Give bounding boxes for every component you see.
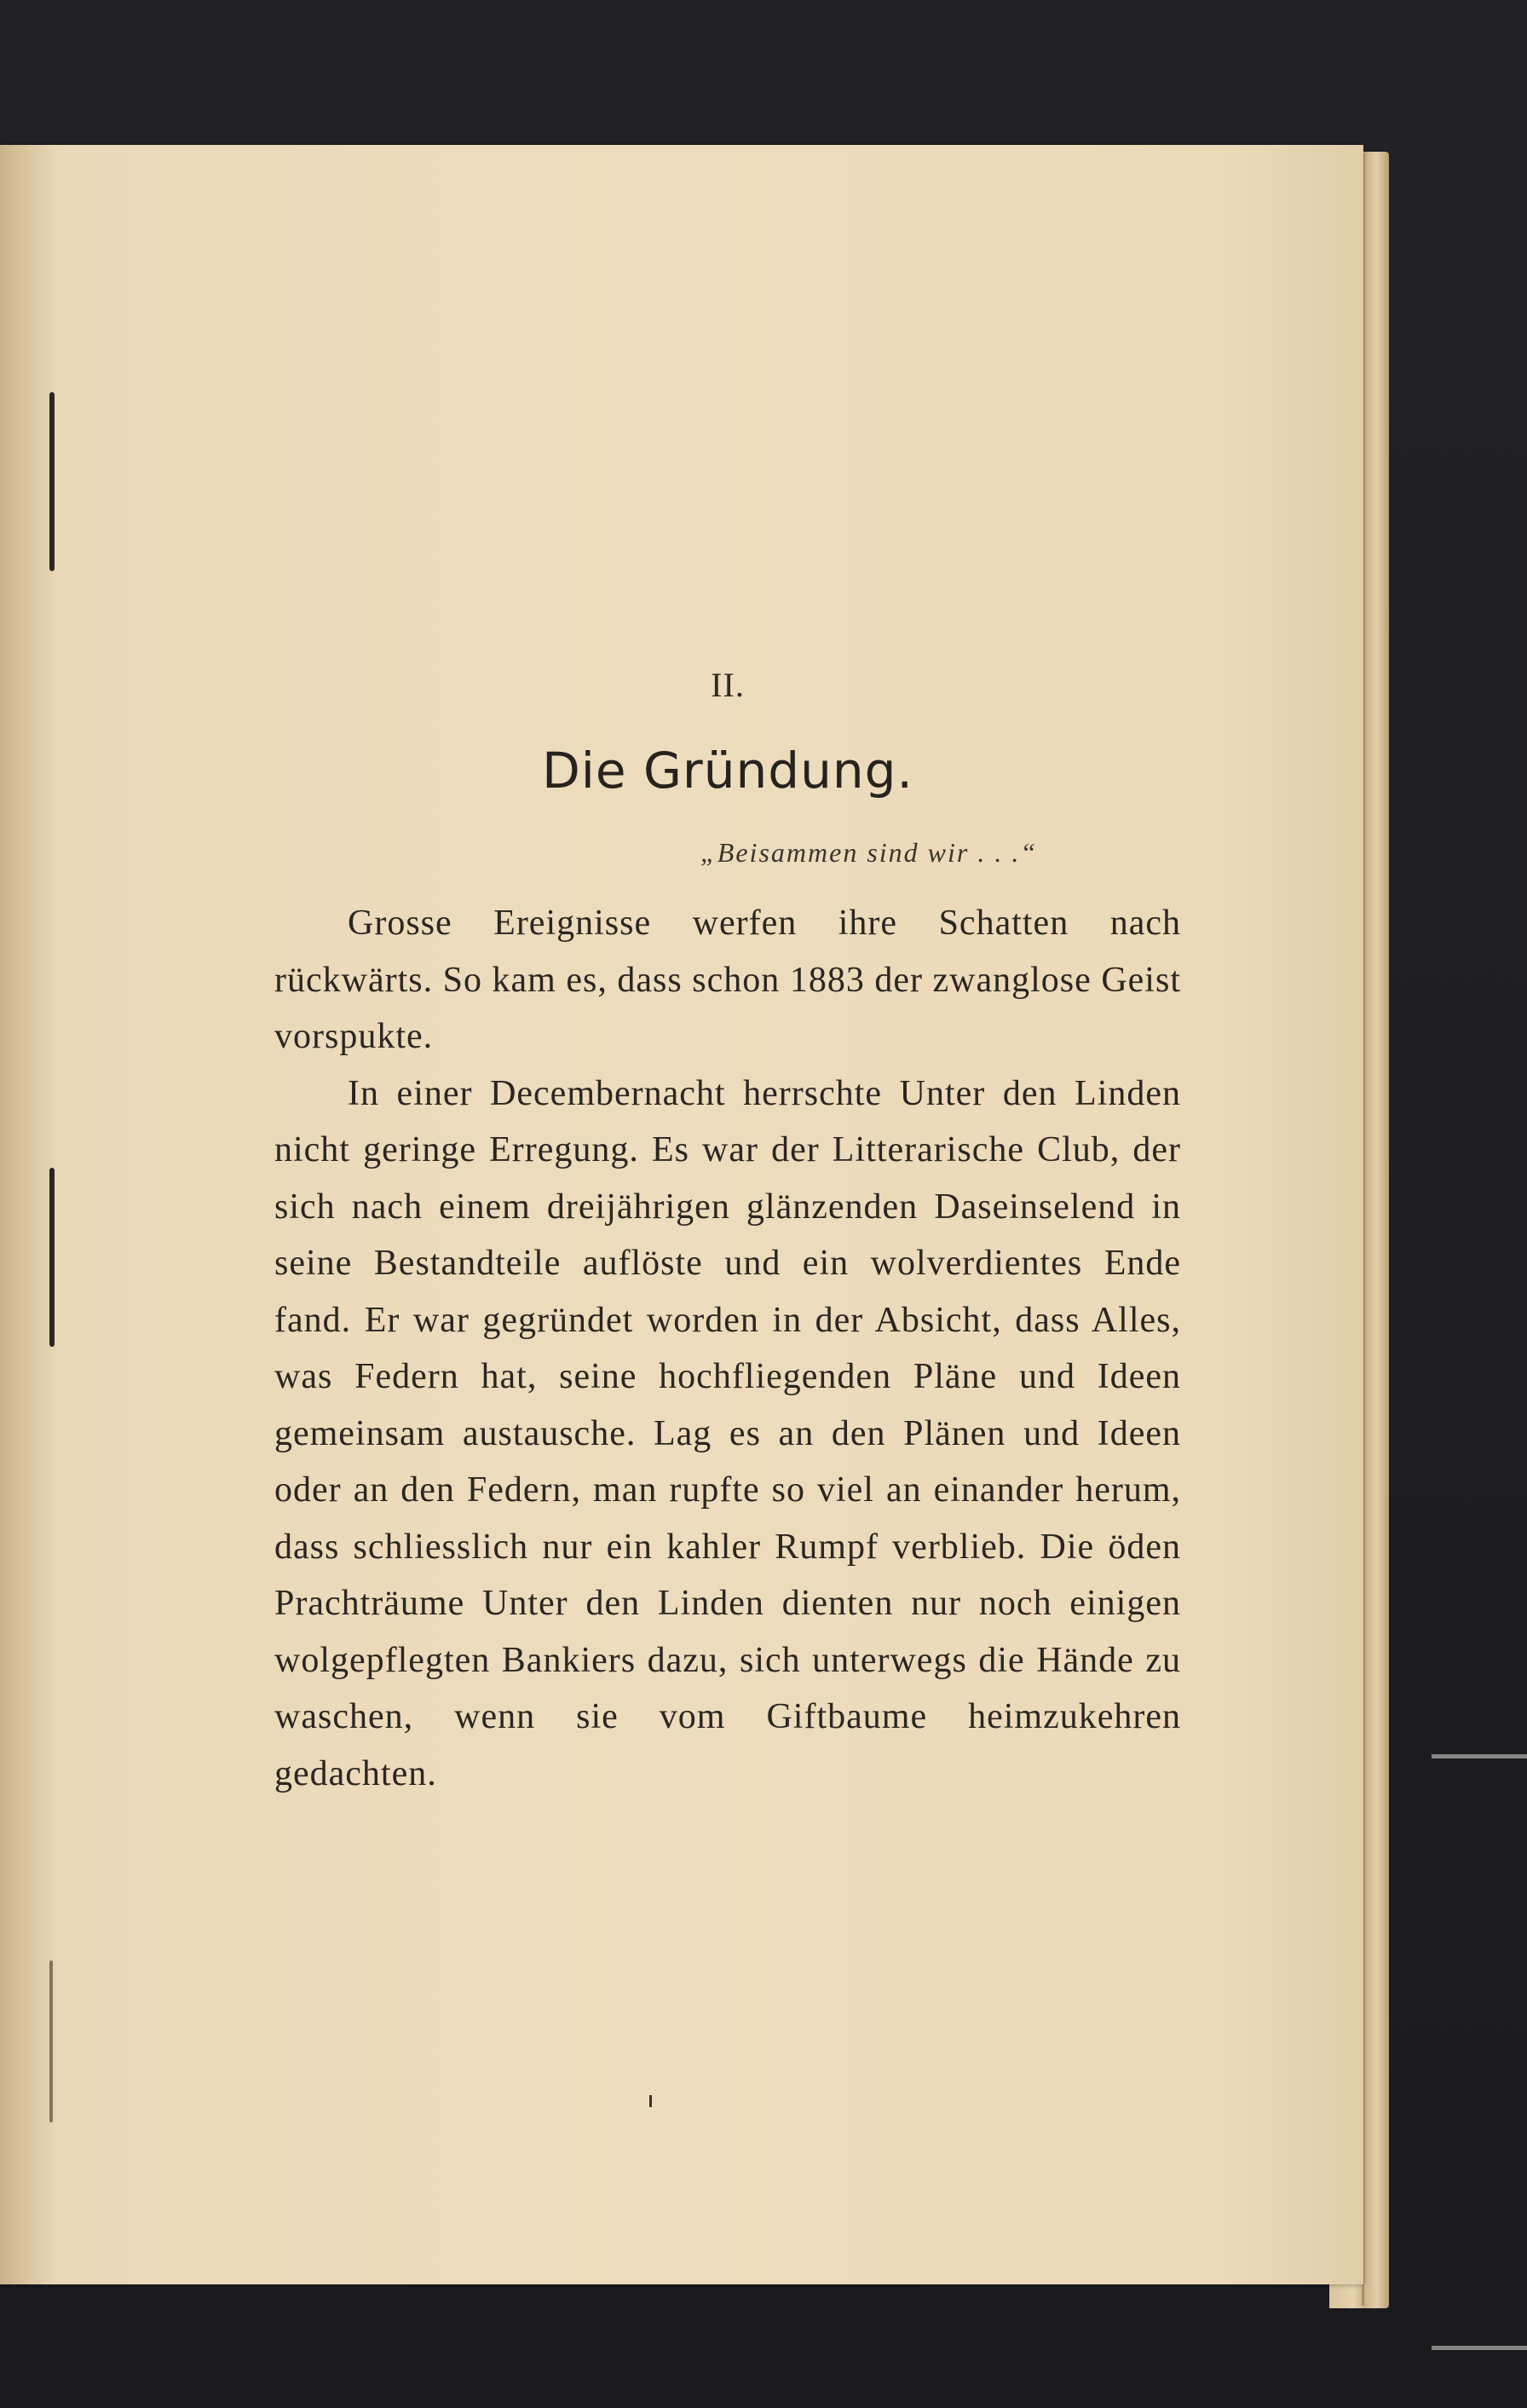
chapter-title: Die Gründung.: [542, 742, 913, 800]
binding-stitch: [49, 1168, 55, 1347]
epigraph: „Beisammen sind wir . . .“: [700, 837, 1038, 868]
body-text: [274, 895, 1181, 1802]
scanner-ruler-mark: [1432, 2346, 1527, 2350]
binding-stitch: [49, 392, 55, 571]
chapter-number: II.: [711, 666, 745, 704]
book-page: [0, 145, 1363, 2284]
signature-mark: [649, 2095, 652, 2107]
paragraph: In einer Decembernacht herrschte Unter den Linden nicht geringe Erregung. Es war der Litterarische Club, der sich nach einem dreijährigen glänzenden Daseinselend in seine Bestandteile auflöste und ein wolverdientes Ende fand. Er war gegründet worden in der Absicht, dass Alles, was Federn hat, seine hochfliegenden Pläne und Ideen gemeinsam austausche. Lag es an den Plänen und Ideen oder an den Federn, man rupfte so viel an einander herum, dass schliesslich nur ein kahler Rumpf verblieb. Die öden Prachträume Unter den Linden dienten nur noch einigen wolgepflegten Bankiers dazu, sich unterwegs die Hände zu waschen, wenn sie vom Giftbaume heimzukehren gedachten.: [274, 1073, 1181, 1793]
binding-stitch: [49, 1960, 53, 2122]
scanner-ruler-mark: [1432, 1754, 1527, 1758]
paragraph: Grosse Ereignisse werfen ihre Schatten nach rückwärts. So kam es, dass schon 1883 der zwanglose Geist vorspukte.: [274, 904, 1181, 1056]
